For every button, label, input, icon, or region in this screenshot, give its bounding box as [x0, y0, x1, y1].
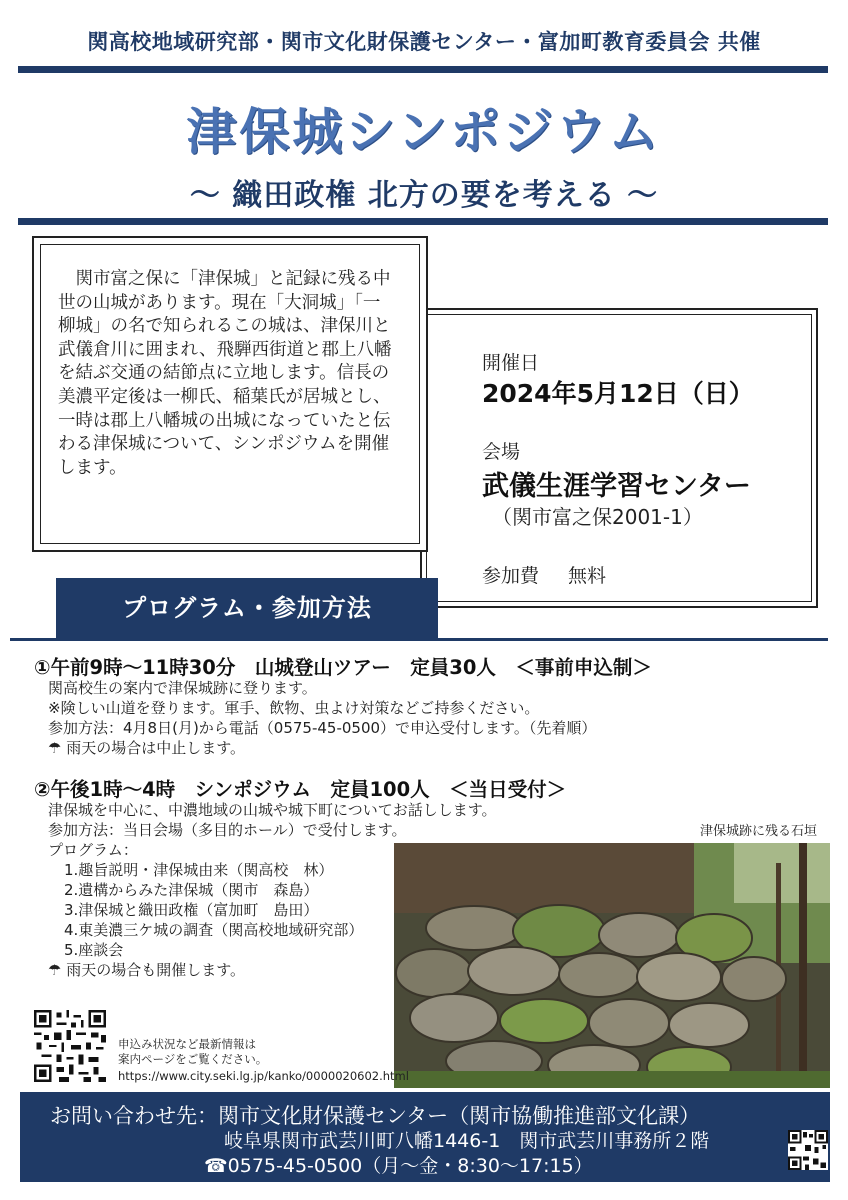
rain-note: ☂ 雨天の場合も開催します。	[48, 961, 246, 979]
intro-line: を結ぶ交通の結節点に立地します。信長の	[58, 363, 390, 384]
intro-line: 武儀倉川に囲まれ、飛騨西街道と郡上八幡	[58, 339, 392, 360]
intro-line: 柳城」の名で知られるこの城は、津保川と	[58, 316, 391, 337]
header-divider	[18, 218, 828, 225]
contact-address: 岐阜県関市武芸川町八幡1446-1 関市武芸川事務所２階	[224, 1130, 710, 1152]
fee-value: 無料	[568, 565, 607, 587]
date-label: 開催日	[482, 352, 540, 374]
top-divider	[18, 66, 828, 73]
photo-caption: 津保城跡に残る石垣	[700, 824, 818, 839]
program-item-2-heading: ②午後1時～4時 シンポジウム 定員100人 ＜当日受付＞	[34, 778, 567, 801]
event-info-frame	[420, 308, 818, 608]
event-title: 津保城シンポジウム	[186, 103, 662, 161]
detail-line: ☂ 雨天の場合は中止します。	[48, 739, 246, 757]
venue-address: （関市富之保2001-1）	[492, 505, 703, 529]
venue-name: 武儀生涯学習センター	[482, 471, 751, 502]
qr-note	[118, 1037, 409, 1084]
session-item: 3.津保城と織田政権（富加町 島田）	[64, 901, 319, 919]
host-organizations: 関高校地域研究部・関市文化財保護センター・富加町教育委員会 共催	[87, 30, 761, 54]
intro-line: 世の山城があります。現在「大洞城」「一	[58, 292, 381, 313]
qr-note-line: 案内ページをご覧ください。	[118, 1052, 268, 1066]
program-item-1-heading: ①午前9時～11時30分 山城登山ツアー 定員30人 ＜事前申込制＞	[34, 656, 652, 679]
contact-phone[interactable]: ☎0575-45-0500（月～金・8:30～17:15）	[204, 1155, 593, 1177]
program-banner: プログラム・参加方法	[56, 578, 438, 638]
detail-line: 参加方法：4月8日(月)から電話（0575-45-0500）で申込受付します。（先着順）	[48, 719, 597, 737]
session-item: 5.座談会	[64, 941, 124, 959]
intro-line: します。	[58, 457, 127, 478]
fee-label: 参加費	[482, 565, 540, 587]
detail-line: プログラム：	[48, 841, 138, 859]
qr-code-icon[interactable]	[34, 1010, 106, 1082]
event-date: 2024年5月12日（日）	[482, 379, 754, 408]
detail-line: ※険しい山道を登ります。軍手、飲物、虫よけ対策などご持参ください。	[48, 699, 540, 717]
intro-text	[58, 268, 418, 480]
session-item: 1.趣旨説明・津保城由来（関高校 林）	[64, 861, 334, 879]
intro-line: 美濃平定後は一柳氏、稲葉氏が居城とし、	[58, 386, 391, 407]
program-item-1-details	[48, 678, 596, 758]
session-item: 4.東美濃三ケ城の調査（関高校地域研究部）	[64, 921, 364, 939]
contact-heading: お問い合わせ先：関市文化財保護センター（関市協働推進部文化課）	[50, 1104, 701, 1128]
info-url[interactable]: https://www.city.seki.lg.jp/kanko/0000020602.html	[118, 1069, 409, 1083]
intro-line: 関市富之保に「津保城」と記録に残る中	[75, 269, 391, 289]
event-subtitle: ～ 織田政権 北方の要を考える ～	[189, 178, 659, 213]
intro-line: 一時は郡上八幡城の出城になっていたと伝	[58, 410, 391, 431]
detail-line: 津保城を中心に、中濃地域の山城や城下町についてお話しします。	[48, 801, 497, 819]
venue-label: 会場	[482, 441, 521, 463]
session-item: 2.遺構からみた津保城（関市 森島）	[64, 881, 319, 899]
stone-wall-photo	[394, 843, 830, 1088]
banner-underline	[10, 638, 828, 641]
detail-line: 参加方法：当日会場（多目的ホール）で受付します。	[48, 821, 407, 839]
intro-line: わる津保城について、シンポジウムを開催	[58, 434, 390, 455]
qr-note-line: 申込み状況など最新情報は	[118, 1037, 256, 1051]
qr-code-icon[interactable]	[788, 1130, 828, 1170]
detail-line: 関高校生の案内で津保城跡に登ります。	[48, 679, 317, 697]
